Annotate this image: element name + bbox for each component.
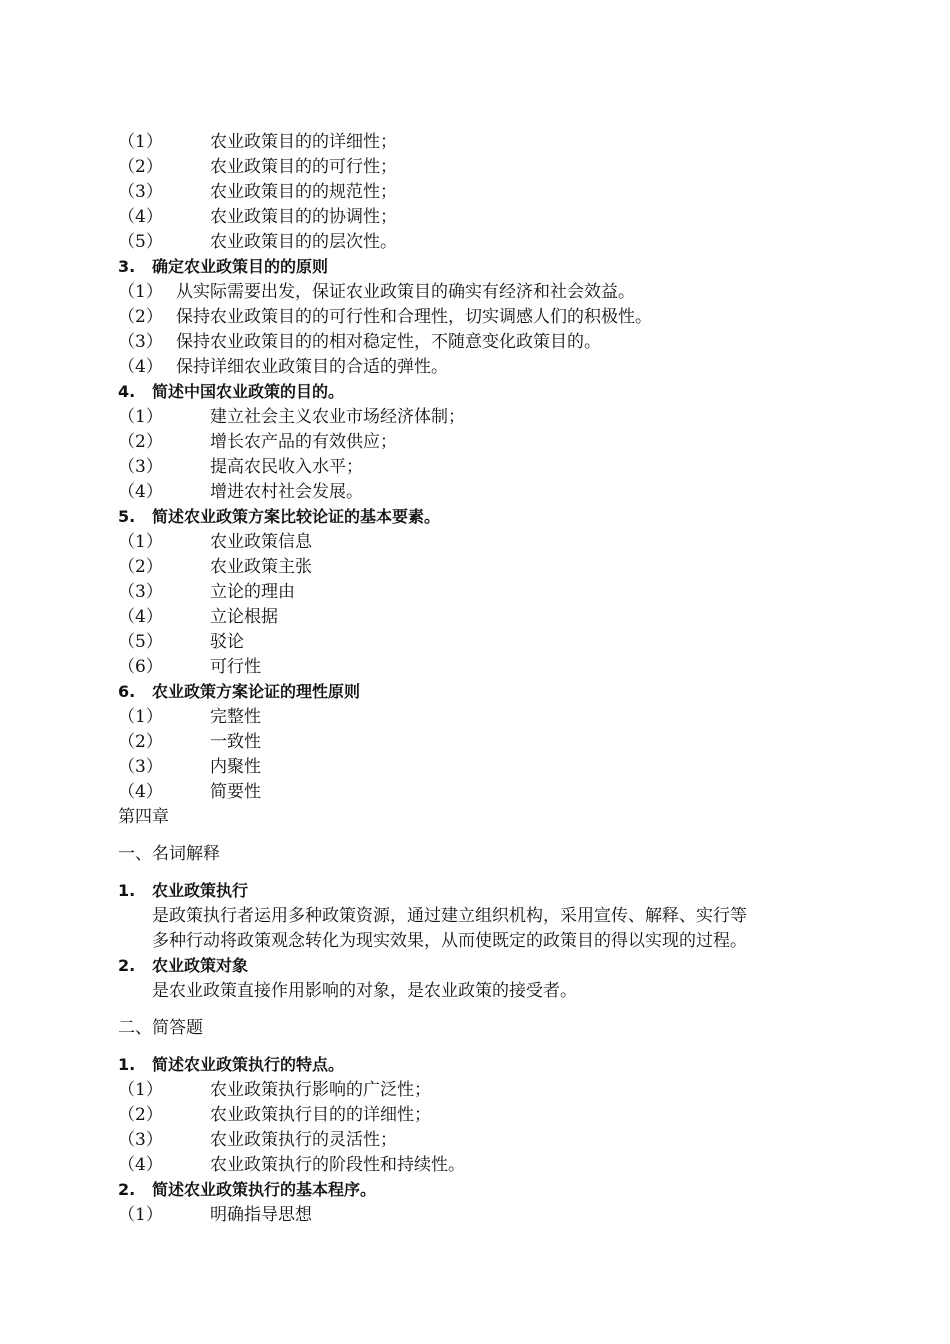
list-item: （4） 立论根据 xyxy=(118,607,278,627)
list-item: （1） 农业政策执行影响的广泛性； xyxy=(118,1080,431,1100)
term-heading: 1. 农业政策执行 xyxy=(118,881,249,900)
section-title: 一、名词解释 xyxy=(118,844,220,864)
list-item: （1） 从实际需要出发，保证农业政策目的确实有经济和社会效益。 xyxy=(118,282,635,302)
list-item: （4） 简要性 xyxy=(118,782,261,802)
list-item: （4） 保持详细农业政策目的合适的弹性。 xyxy=(118,357,448,377)
list-item: （3） 农业政策目的的规范性； xyxy=(118,182,397,202)
question-heading: 5. 简述农业政策方案比较论证的基本要素。 xyxy=(118,507,441,526)
list-item: （4） 农业政策目的的协调性； xyxy=(118,207,397,227)
list-item: （2） 增长农产品的有效供应； xyxy=(118,432,397,452)
term-definition-line: 多种行动将政策观念转化为现实效果，从而使既定的政策目的得以实现的过程。 xyxy=(152,931,747,951)
section-title: 二、简答题 xyxy=(118,1018,203,1038)
list-item: （2） 保持农业政策目的的可行性和合理性，切实调感人们的积极性。 xyxy=(118,307,652,327)
list-item: （2） 农业政策执行目的的详细性； xyxy=(118,1105,431,1125)
list-item: （1） 农业政策目的的详细性； xyxy=(118,132,397,152)
question-heading: 6. 农业政策方案论证的理性原则 xyxy=(118,682,361,701)
list-item: （6） 可行性 xyxy=(118,657,261,677)
list-item: （1） 完整性 xyxy=(118,707,261,727)
list-item: （4） 增进农村社会发展。 xyxy=(118,482,363,502)
list-item: （5） 驳论 xyxy=(118,632,244,652)
list-item: （1） 明确指导思想 xyxy=(118,1205,312,1225)
list-item: （1） 农业政策信息 xyxy=(118,532,312,552)
list-item: （2） 农业政策目的的可行性； xyxy=(118,157,397,177)
list-item: （3） 内聚性 xyxy=(118,757,261,777)
list-item: （3） 提高农民收入水平； xyxy=(118,457,363,477)
term-definition-line: 是政策执行者运用多种政策资源，通过建立组织机构，采用宣传、解释、实行等 xyxy=(152,906,747,926)
list-item: （3） 农业政策执行的灵活性； xyxy=(118,1130,397,1150)
term-heading: 2. 农业政策对象 xyxy=(118,956,249,975)
term-definition-line: 是农业政策直接作用影响的对象，是农业政策的接受者。 xyxy=(152,981,577,1001)
list-item: （4） 农业政策执行的阶段性和持续性。 xyxy=(118,1155,465,1175)
list-item: （3） 立论的理由 xyxy=(118,582,295,602)
list-item: （2） 农业政策主张 xyxy=(118,557,312,577)
list-item: （3） 保持农业政策目的的相对稳定性，不随意变化政策目的。 xyxy=(118,332,601,352)
question-heading: 3. 确定农业政策目的的原则 xyxy=(118,257,329,276)
list-item: （5） 农业政策目的的层次性。 xyxy=(118,232,397,252)
question-heading: 2. 简述农业政策执行的基本程序。 xyxy=(118,1180,377,1199)
list-item: （1） 建立社会主义农业市场经济体制； xyxy=(118,407,465,427)
question-heading: 1. 简述农业政策执行的特点。 xyxy=(118,1055,345,1074)
question-heading: 4. 简述中国农业政策的目的。 xyxy=(118,382,345,401)
chapter-title: 第四章 xyxy=(118,807,169,827)
list-item: （2） 一致性 xyxy=(118,732,261,752)
